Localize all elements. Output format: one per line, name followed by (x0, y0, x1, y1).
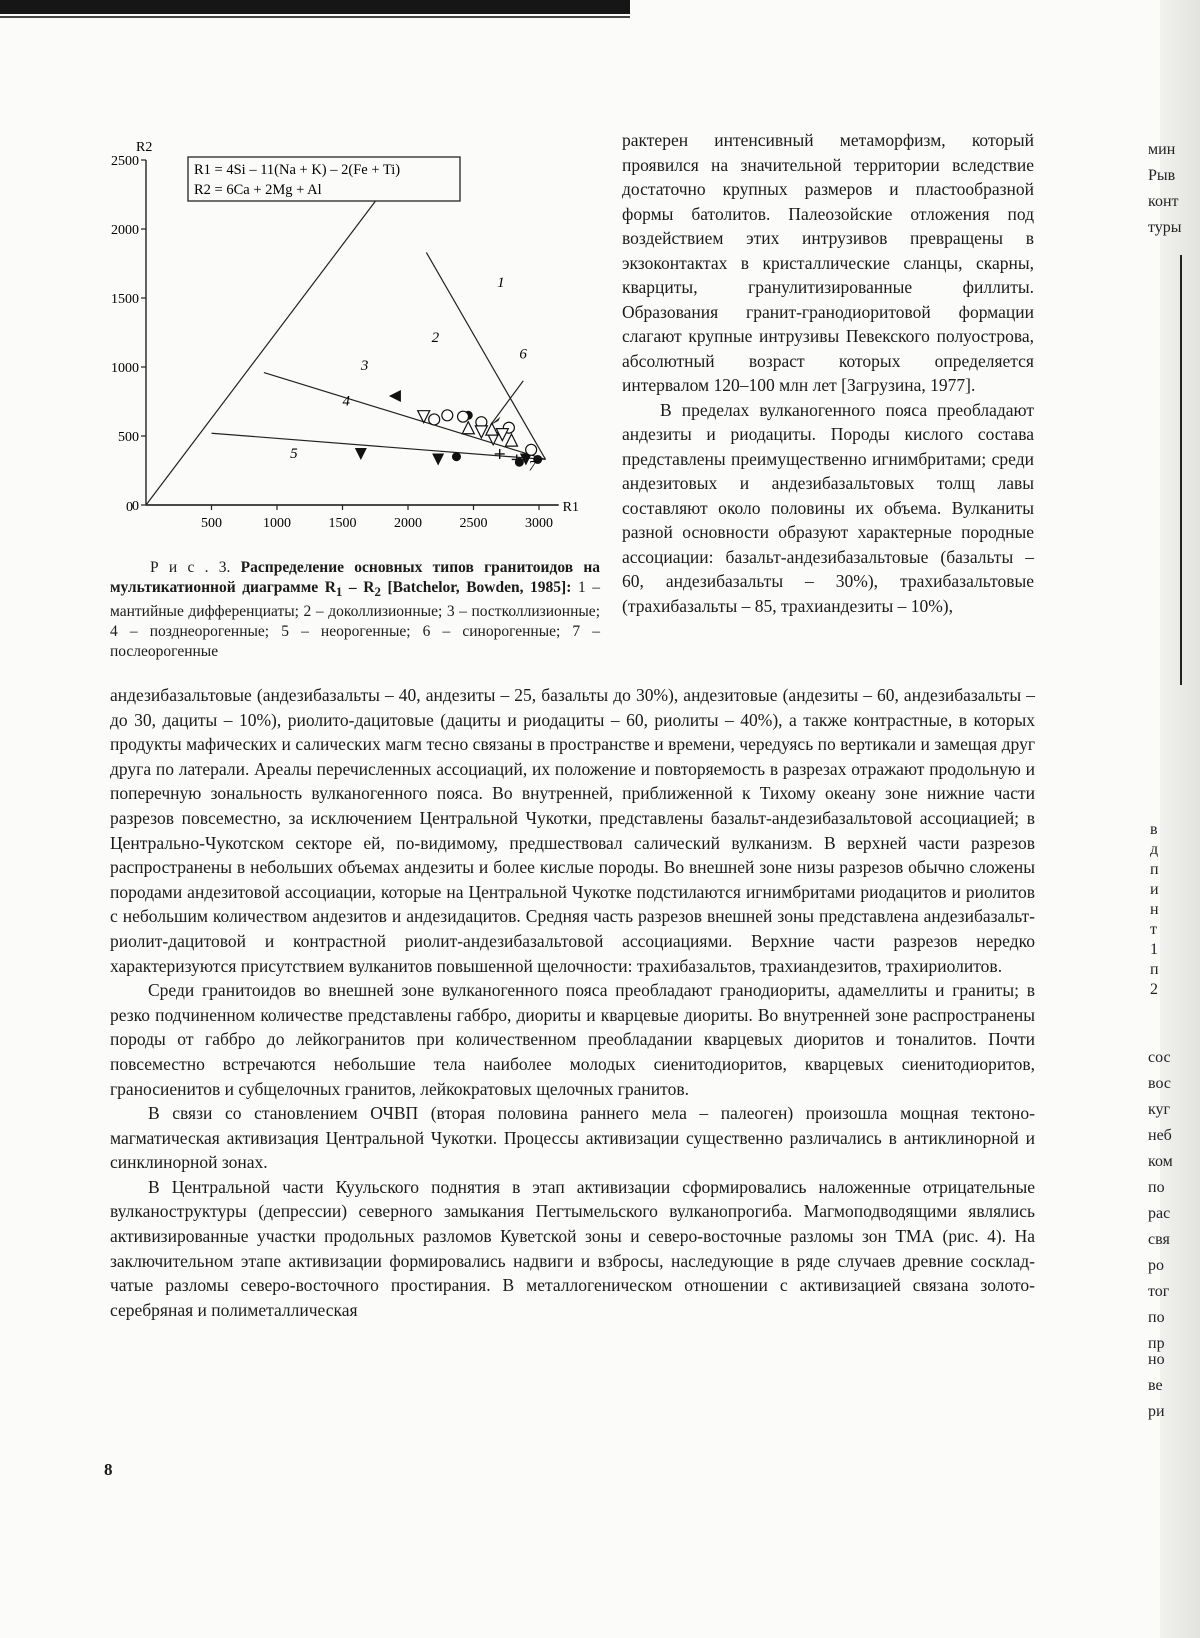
y-tick-label: 1000 (111, 361, 139, 376)
point-filled-triangle (432, 453, 444, 465)
point-filled-circle (452, 452, 461, 461)
edge-fragment: ве (1148, 1377, 1163, 1394)
body-paragraph-1: андезибазальтовые (андезибазальты – 40, андезиты – 25, базальты до 30%), андезитовые (андезиты – 60, андезибазальты – до 30, дациты – 10%), риолито-дацитовые (дациты и риодациты – 60, риолиты – 40%), а также контрастные, в которых продукты мафических и салических магм тесно связаны в пространстве и времени, чередуясь по вертикали и замещая друг друга по латерали. Ареалы перечисленных ассоциаций, их положение и повторяемость в разрезах отражают продольную и поперечную зональность вулканогенного пояса. Во внутренней, приближенной к Тихому океану зоне нижние части разрезов повсеместно, за исключением Центральной Чукотки, представлены базальт-андезибазальтовой ассоциацией; в Центрально-Чукотском секторе ей, по-видимому, предшествовал салический вулканизм. В верхней части разрезов распространены в небольших объемах андезиты и более кислые породы. Во внешней зоне низы разрезов обычно сложены породами андезитовой ассоциации, которые на Центральной Чукотке подстилаются игнимбритами риодацитов и риолитов с небольшим количеством андезитов и андезидацитов. Средняя часть разрезов внешней зоны представлена андезибазальт-риолит-дацитовой и контрастной риолит-андезибазальтовой ассоциациями. Верхние части разрезов нередко характеризуются присутствием вулканитов повышенной щелочности: трахибазальтов, трахиандезитов, трахириолитов. (110, 685, 1035, 976)
edge-fragment: п (1150, 861, 1159, 878)
right-paragraph-1: рактерен интенсивный метаморфизм, который проявился на значительной территории вследствие достаточно крупных размеров и пластообразной формы батолитов. Палеозойские отложения под воздействием этих интрузивов превращены в экзоконтактах в кристаллические сланцы, скарны, кварциты, гранулитизированные филлиты. Образования гранит-гранодиоритовой формации слагают крупные интрузивы Певекского полуострова, абсолютный возраст которых определяется интервалом 120–100 млн лет [Загрузина, 1977]. (622, 130, 1034, 395)
edge-fragment: п (1150, 961, 1159, 978)
edge-fragment: д (1150, 841, 1159, 858)
x-tick-label: 500 (201, 516, 222, 531)
edge-fragment: конт (1148, 193, 1179, 210)
point-open-triangle-down (475, 426, 487, 438)
next-page-edge-bot (1148, 1350, 1165, 1428)
field-label: 2 (431, 330, 440, 347)
x-tick-label: 2000 (394, 516, 422, 531)
edge-fragment: ро (1148, 1257, 1164, 1274)
body-paragraph-3: В связи со становлением ОЧВП (вторая половина раннего мела – палеоген) произошла мощная тектоно-магматическая активизация Центральной Чукотки. Процессы активизации существенно различались в антиклинорной и синклинорной зонах. (110, 1103, 1035, 1173)
y-tick-label: 2500 (111, 154, 139, 169)
point-open-circle (526, 444, 537, 455)
y-tick-label: 2000 (111, 223, 139, 238)
next-page-edge-low (1148, 1048, 1173, 1360)
y-tick-label: 1500 (111, 292, 139, 307)
caption-ref: [Batchelor, Bowden, 1985]: (380, 579, 572, 596)
book-gutter (1160, 0, 1200, 1638)
right-paragraph-2: В пределах вулканогенного пояса преобладают андезиты и риодациты. Породы кислого состава представлены преимущественно игнимбритами; среди андезитовых и андезибазальтовых толщ лавы составляют около половины их объема. Вулканиты разной основности образуют характерные породные ассоциации: базальт-андезибазальтовые (базальты – 60, андезибазальты – 30%), трахибазальтовые (трахибазальты – 85, трахиандезиты – 10%), (622, 399, 1034, 616)
y-tick-label: 500 (118, 430, 139, 445)
edge-fragment: свя (1148, 1231, 1170, 1248)
edge-fragment: в (1150, 821, 1158, 838)
edge-fragment: сос (1148, 1049, 1171, 1066)
field-label: 7 (528, 458, 537, 475)
formula-line-1: R1 = 4Si – 11(Na + K) – 2(Fe + Ti) (194, 162, 401, 178)
next-page-edge-top (1148, 140, 1182, 244)
next-page-edge-mid (1150, 820, 1159, 1000)
field-6-arrow (491, 381, 524, 425)
point-open-circle (442, 410, 453, 421)
x-tick-label: 3000 (525, 516, 553, 531)
body-paragraph-2: Среди гранитоидов во внешней зоне вулканогенного пояса преобладают гранодиориты, адамеллиты и граниты; в резко подчиненном количестве представлены габбро, диориты и кварцевые диориты. Во внутренней зоне распространены породы от габбро до лейкогранитов при количественном преобладании кварцевых диоритов и тоналитов. Почти повсеместно встречаются небольшие тела наиболее молодых сиенитодиоритов, кварцевых сиенитодиоритов, граносиенитов и субщелочных гранитов, лейкократовых щелочных гранитов. (110, 980, 1035, 1099)
edge-fragment: Рыв (1148, 167, 1176, 184)
formula-line-2: R2 = 6Ca + 2Mg + Al (194, 182, 322, 198)
origin-label: 0 (126, 500, 133, 515)
field-label: 6 (519, 346, 527, 363)
caption-dash: – R (342, 579, 375, 596)
edge-fragment: ри (1148, 1403, 1165, 1420)
edge-fragment: и (1150, 881, 1159, 898)
edge-fragment: н (1150, 901, 1159, 918)
edge-fragment: мин (1148, 141, 1176, 158)
edge-fragment: куг (1148, 1101, 1171, 1118)
y-tick-label: 0 (132, 499, 139, 514)
field-label: 5 (290, 446, 298, 463)
edge-fragment: но (1148, 1351, 1165, 1368)
point-open-circle (429, 414, 440, 425)
boundary-line (146, 201, 375, 505)
edge-fragment: по (1148, 1179, 1165, 1196)
point-triangle-left (389, 390, 401, 402)
field-label: 4 (342, 393, 350, 410)
edge-fragment: 2 (1150, 981, 1158, 998)
r1-r2-chart (100, 130, 620, 550)
point-open-triangle-up (462, 422, 474, 434)
edge-fragment: туры (1148, 219, 1182, 236)
point-open-circle (458, 411, 469, 422)
x-tick-label: 1000 (263, 516, 291, 531)
edge-fragment: тог (1148, 1283, 1170, 1300)
figure-r1-r2-diagram (100, 130, 620, 550)
point-filled-triangle (355, 448, 367, 460)
scan-top-bar (0, 0, 630, 14)
data-points (355, 390, 542, 467)
figure-caption (110, 558, 600, 662)
edge-fragment: рас (1148, 1205, 1171, 1222)
point-open-triangle-up (505, 434, 517, 446)
edge-fragment: 1 (1150, 941, 1158, 958)
chart-labels (126, 140, 579, 515)
caption-sub-2: 2 (374, 584, 381, 600)
page-number: 8 (104, 1460, 113, 1479)
caption-prefix: Р и с . 3. (150, 559, 231, 576)
x-tick-label: 1500 (328, 516, 357, 531)
edge-fragment: ком (1148, 1153, 1173, 1170)
edge-fragment: т (1150, 921, 1157, 938)
field-boundaries (146, 201, 559, 505)
x-axis-label: R1 (562, 500, 579, 515)
edge-fragment: вос (1148, 1075, 1171, 1092)
body-paragraph-4: В Центральной части Куульского поднятия в этап активизации сформировались наложенные отрицательные вулканоструктуры (депрессии) северного замыкания Пегтымельского вулканопрогиба. Магмоподводящими являлись активизированные участки продольных разломов Куветской зоны и северо-восточные разломы зон ТМА (рис. 4). На заключительном этапе активизации формировались надвиги и взбросы, наследующие в ряде случаев древние соскладчатые разломы северо-восточного простирания. В металлогеническом отношении с активизацией связана золото-серебряная и полиметаллическая (110, 1176, 1035, 1320)
x-tick-label: 2500 (459, 516, 488, 531)
right-column (622, 128, 1034, 618)
field-label: 3 (360, 357, 369, 374)
field-label: 1 (497, 274, 505, 291)
y-axis-label: R2 (136, 140, 153, 155)
edge-fragment: по (1148, 1309, 1165, 1326)
point-plus (495, 449, 505, 459)
edge-fragment: неб (1148, 1127, 1172, 1144)
scan-top-line (0, 16, 630, 18)
caption-sub-1: 1 (335, 584, 343, 600)
next-page-figure-edge (1180, 255, 1200, 685)
caption-title: Распределение основных типов гранитоидов на мультикатионной диаграмме R (110, 559, 601, 596)
caption-legend: 1 – мантийные дифференциаты; 2 – доколлизионные; 3 – постколлизионные; 4 – позднеорогенные; 5 – неорогенные; 6 – синорогенные; 7 – послеорогенные (110, 579, 601, 661)
chart-axes (111, 154, 559, 531)
edge-fragment: пр (1148, 1335, 1165, 1352)
main-text (110, 683, 1035, 1322)
